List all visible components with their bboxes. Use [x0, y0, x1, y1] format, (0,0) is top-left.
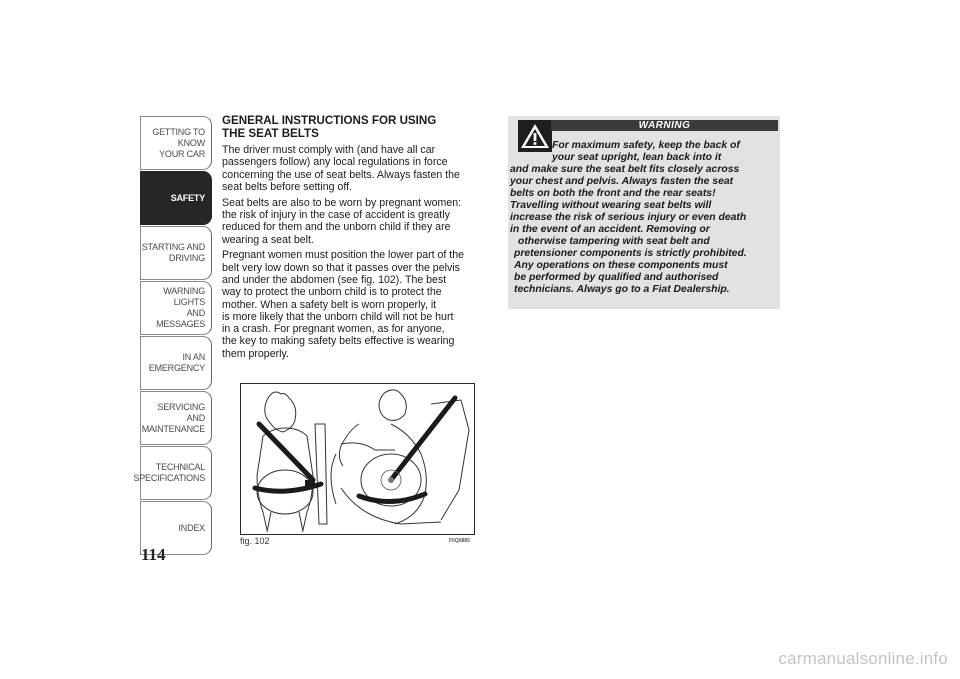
tab-label: SERVICING AND MAINTENANCE — [141, 401, 205, 434]
warning-line: technicians. Always go to a Fiat Dealership. — [514, 284, 730, 295]
warning-line: in the event of an accident. Removing or — [510, 224, 710, 235]
warning-line: pretensioner components is strictly prohibited. — [514, 248, 747, 259]
text-line: is more likely that the unborn child will not be hurt — [222, 310, 454, 323]
tab-label: TECHNICAL SPECIFICATIONS — [133, 462, 205, 483]
tab-technical[interactable] — [133, 446, 212, 500]
tab-label: GETTING TO KNOW YOUR CAR — [152, 126, 205, 159]
warning-line: For maximum safety, keep the back of — [552, 140, 740, 151]
warning-box — [508, 116, 780, 309]
section-title-line: GENERAL INSTRUCTIONS FOR USING — [222, 114, 437, 127]
text-line: the key to making safety belts effective is wearing — [222, 335, 455, 348]
warning-header: WARNING — [551, 120, 778, 131]
paragraph-belt-position — [222, 249, 494, 360]
tab-getting-to-know[interactable] — [140, 116, 212, 170]
tab-label: STARTING AND DRIVING — [141, 242, 205, 263]
warning-line: belts on both the front and the rear seats! — [510, 188, 716, 199]
tab-label: WARNING LIGHTS AND MESSAGES — [156, 286, 205, 329]
tab-label: IN AN EMERGENCY — [148, 352, 205, 373]
page-number: 114 — [141, 545, 166, 564]
text-line: The driver must comply with (and have all car — [222, 144, 436, 156]
tab-warning-lights[interactable] — [140, 281, 212, 335]
text-line: them properly. — [222, 347, 289, 360]
text-line: Seat belts are also to be worn by pregnant women: — [222, 196, 462, 209]
figure-code: F0Q0885 — [449, 538, 470, 544]
main-text-column — [222, 114, 494, 364]
warning-line: your seat upright, lean back into it — [552, 152, 722, 163]
tab-safety[interactable] — [140, 171, 212, 225]
warning-line: otherwise tampering with seat belt and — [518, 236, 710, 247]
tab-starting-driving[interactable] — [140, 226, 212, 280]
tab-emergency[interactable] — [140, 336, 212, 390]
text-line: reduced for them and the unborn child if they are — [222, 221, 451, 234]
text-line: wearing a seat belt. — [222, 233, 314, 246]
figure-pregnant-seatbelt — [240, 383, 475, 535]
warning-line: your chest and pelvis. Always fasten the seat — [510, 176, 734, 187]
section-title — [222, 114, 494, 140]
text-line: in a crash. For pregnant women, as for anyone, — [222, 323, 445, 336]
warning-line: Any operations on these components must — [514, 260, 728, 271]
warning-line: increase the risk of serious injury or even death — [510, 212, 747, 223]
text-line: mother. When a safety belt is worn properly, it — [222, 298, 437, 311]
warning-line: and make sure the seat belt fits closely across — [510, 164, 740, 175]
figure-caption: fig. 102 — [240, 536, 270, 546]
watermark: carmanualsonline.info — [778, 649, 948, 668]
paragraph-pregnant-women — [222, 197, 494, 246]
text-line: concerning the use of seat belts. Always fasten the — [222, 168, 460, 181]
text-line: Pregnant women must position the lower part of the — [222, 249, 465, 262]
section-title-line: THE SEAT BELTS — [222, 127, 319, 140]
warning-line: Travelling without wearing seat belts will — [510, 200, 712, 211]
paragraph-regulations — [222, 144, 494, 193]
text-line: belt very low down so that it passes over the pelvis — [222, 261, 460, 274]
tab-servicing[interactable] — [140, 391, 212, 445]
tab-label: INDEX — [178, 522, 205, 533]
text-line: seat belts before setting off. — [222, 180, 352, 193]
text-line: and under the abdomen (see fig. 102). The best — [222, 273, 447, 286]
warning-line: be performed by qualified and authorised — [514, 272, 719, 283]
tab-label: SAFETY — [170, 192, 205, 203]
text-line: passengers follow) any local regulations in force — [222, 156, 448, 169]
section-nav — [133, 116, 212, 556]
text-line: the risk of injury in the case of accident is greatly — [222, 208, 450, 221]
warning-triangle-icon — [518, 120, 552, 152]
seatbelt-illustration-icon — [241, 384, 474, 534]
text-line: way to protect the unborn child is to protect the — [222, 286, 442, 299]
